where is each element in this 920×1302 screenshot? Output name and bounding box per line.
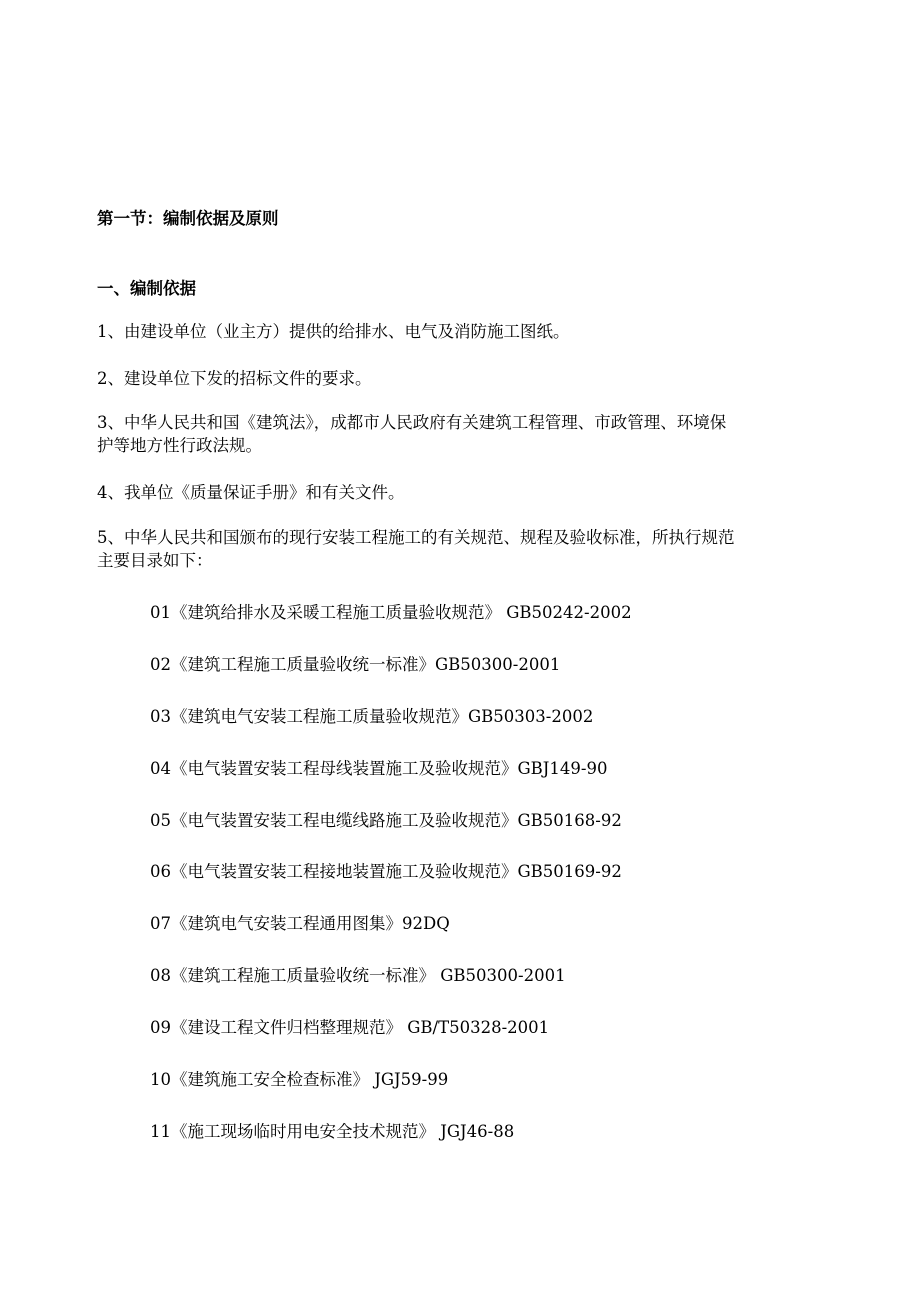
paragraph-1: [97, 320, 813, 343]
paragraph-line: 护等地方性行政法规。: [97, 436, 262, 455]
standard-item-10: 10《建筑施工安全检查标准》 JGJ59-99: [150, 1070, 449, 1089]
paragraph-2: [97, 367, 813, 390]
paragraph-line: 主要目录如下：: [97, 551, 213, 570]
paragraph-3: [97, 411, 813, 457]
standard-item-04: 04《电气装置安装工程母线装置施工及验收规范》GBJ149-90: [150, 759, 608, 778]
standard-item-11: 11《施工现场临时用电安全技术规范》 JGJ46-88: [150, 1122, 515, 1141]
standard-item-02: 02《建筑工程施工质量验收统一标准》GB50300-2001: [150, 655, 561, 674]
standard-item-01: 01《建筑给排水及采暖工程施工质量验收规范》 GB50242-2002: [150, 603, 632, 622]
standard-item-05: 05《电气装置安装工程电缆线路施工及验收规范》GB50168-92: [150, 811, 622, 830]
paragraph-line: 4、我单位《质量保证手册》和有关文件。: [97, 483, 405, 502]
paragraph-line: 2、建设单位下发的招标文件的要求。: [97, 369, 372, 388]
paragraph-line: 5、中华人民共和国颁布的现行安装工程施工的有关规范、规程及验收标准，所执行规范: [97, 528, 735, 547]
standard-item-08: 08《建筑工程施工质量验收统一标准》 GB50300-2001: [150, 966, 566, 985]
standard-item-03: 03《建筑电气安装工程施工质量验收规范》GB50303-2002: [150, 707, 594, 726]
paragraph-4: [97, 481, 813, 504]
standard-item-07: 07《建筑电气安装工程通用图集》92DQ: [150, 914, 450, 933]
standard-item-06: 06《电气装置安装工程接地装置施工及验收规范》GB50169-92: [150, 862, 622, 881]
standard-item-09: 09《建设工程文件归档整理规范》 GB/T50328-2001: [150, 1018, 550, 1037]
paragraph-5: [97, 526, 813, 572]
subsection-title: 一、编制依据: [97, 279, 196, 298]
faint-watermark: [222, 672, 612, 698]
paragraph-line: 3、中华人民共和国《建筑法》，成都市人民政府有关建筑工程管理、市政管理、环境保: [97, 413, 727, 432]
paragraph-line: 1、由建设单位（业主方）提供的给排水、电气及消防施工图纸。: [97, 322, 570, 341]
section-title: 第一节：编制依据及原则: [97, 209, 279, 228]
